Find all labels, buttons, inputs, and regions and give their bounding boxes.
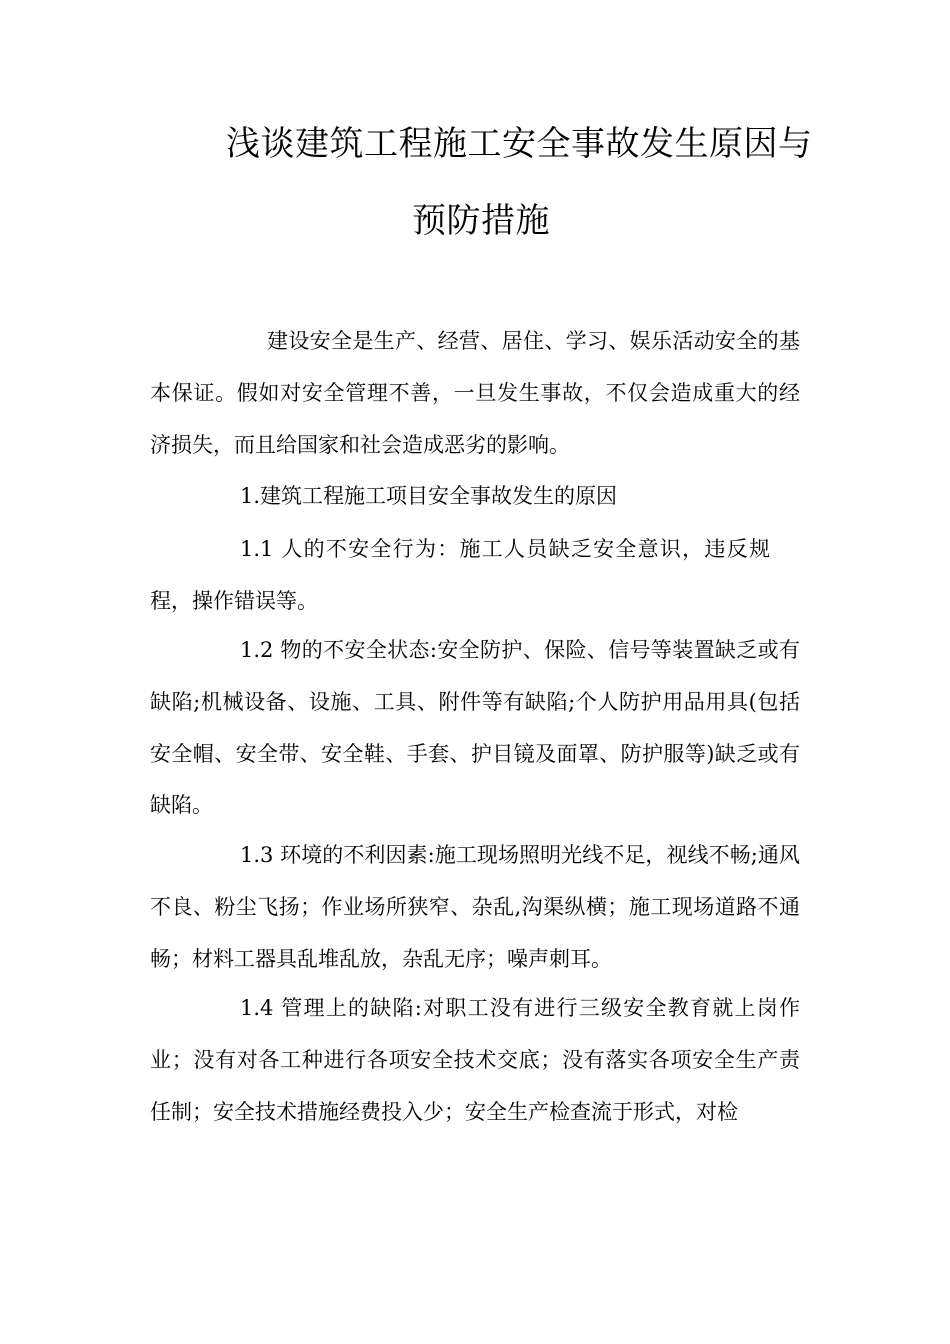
paragraph-1-4: 1.4 管理上的缺陷:对职工没有进行三级安全教育就上岗作业；没有对各工种进行各项安全技术交底；没有落实各项安全生产责任制；安全技术措施经费投入少；安全生产检查流于形式，对检 (150, 996, 800, 1124)
document-title-line-2: 预防措施 (412, 201, 550, 241)
document-title-line-1: 浅谈建筑工程施工安全事故发生原因与 (226, 124, 813, 164)
paragraph-1-2: 1.2 物的不安全状态:安全防护、保险、信号等装置缺乏或有缺陷;机械设备、设施、工具、附件等有缺陷;个人防护用品用具(包括安全帽、安全带、安全鞋、手套、护目镜及面罩、防护服等)缺乏或有缺陷。 (150, 638, 800, 818)
paragraph-1-3: 1.3 环境的不利因素:施工现场照明光线不足，视线不畅;通风不良、粉尘飞扬；作业场所狭窄、杂乱,沟渠纵横；施工现场道路不通畅；材料工器具乱堆乱放，杂乱无序；噪声刺耳。 (150, 843, 800, 971)
section-heading-1: 1.建筑工程施工项目安全事故发生的原因 (240, 484, 618, 508)
intro-paragraph: 建设安全是生产、经营、居住、学习、娱乐活动安全的基本保证。假如对安全管理不善，一旦发生事故，不仅会造成重大的经济损失，而且给国家和社会造成恶劣的影响。 (150, 329, 800, 457)
paragraph-1-1: 1.1 人的不安全行为：施工人员缺乏安全意识，违反规程，操作错误等。 (150, 537, 770, 613)
